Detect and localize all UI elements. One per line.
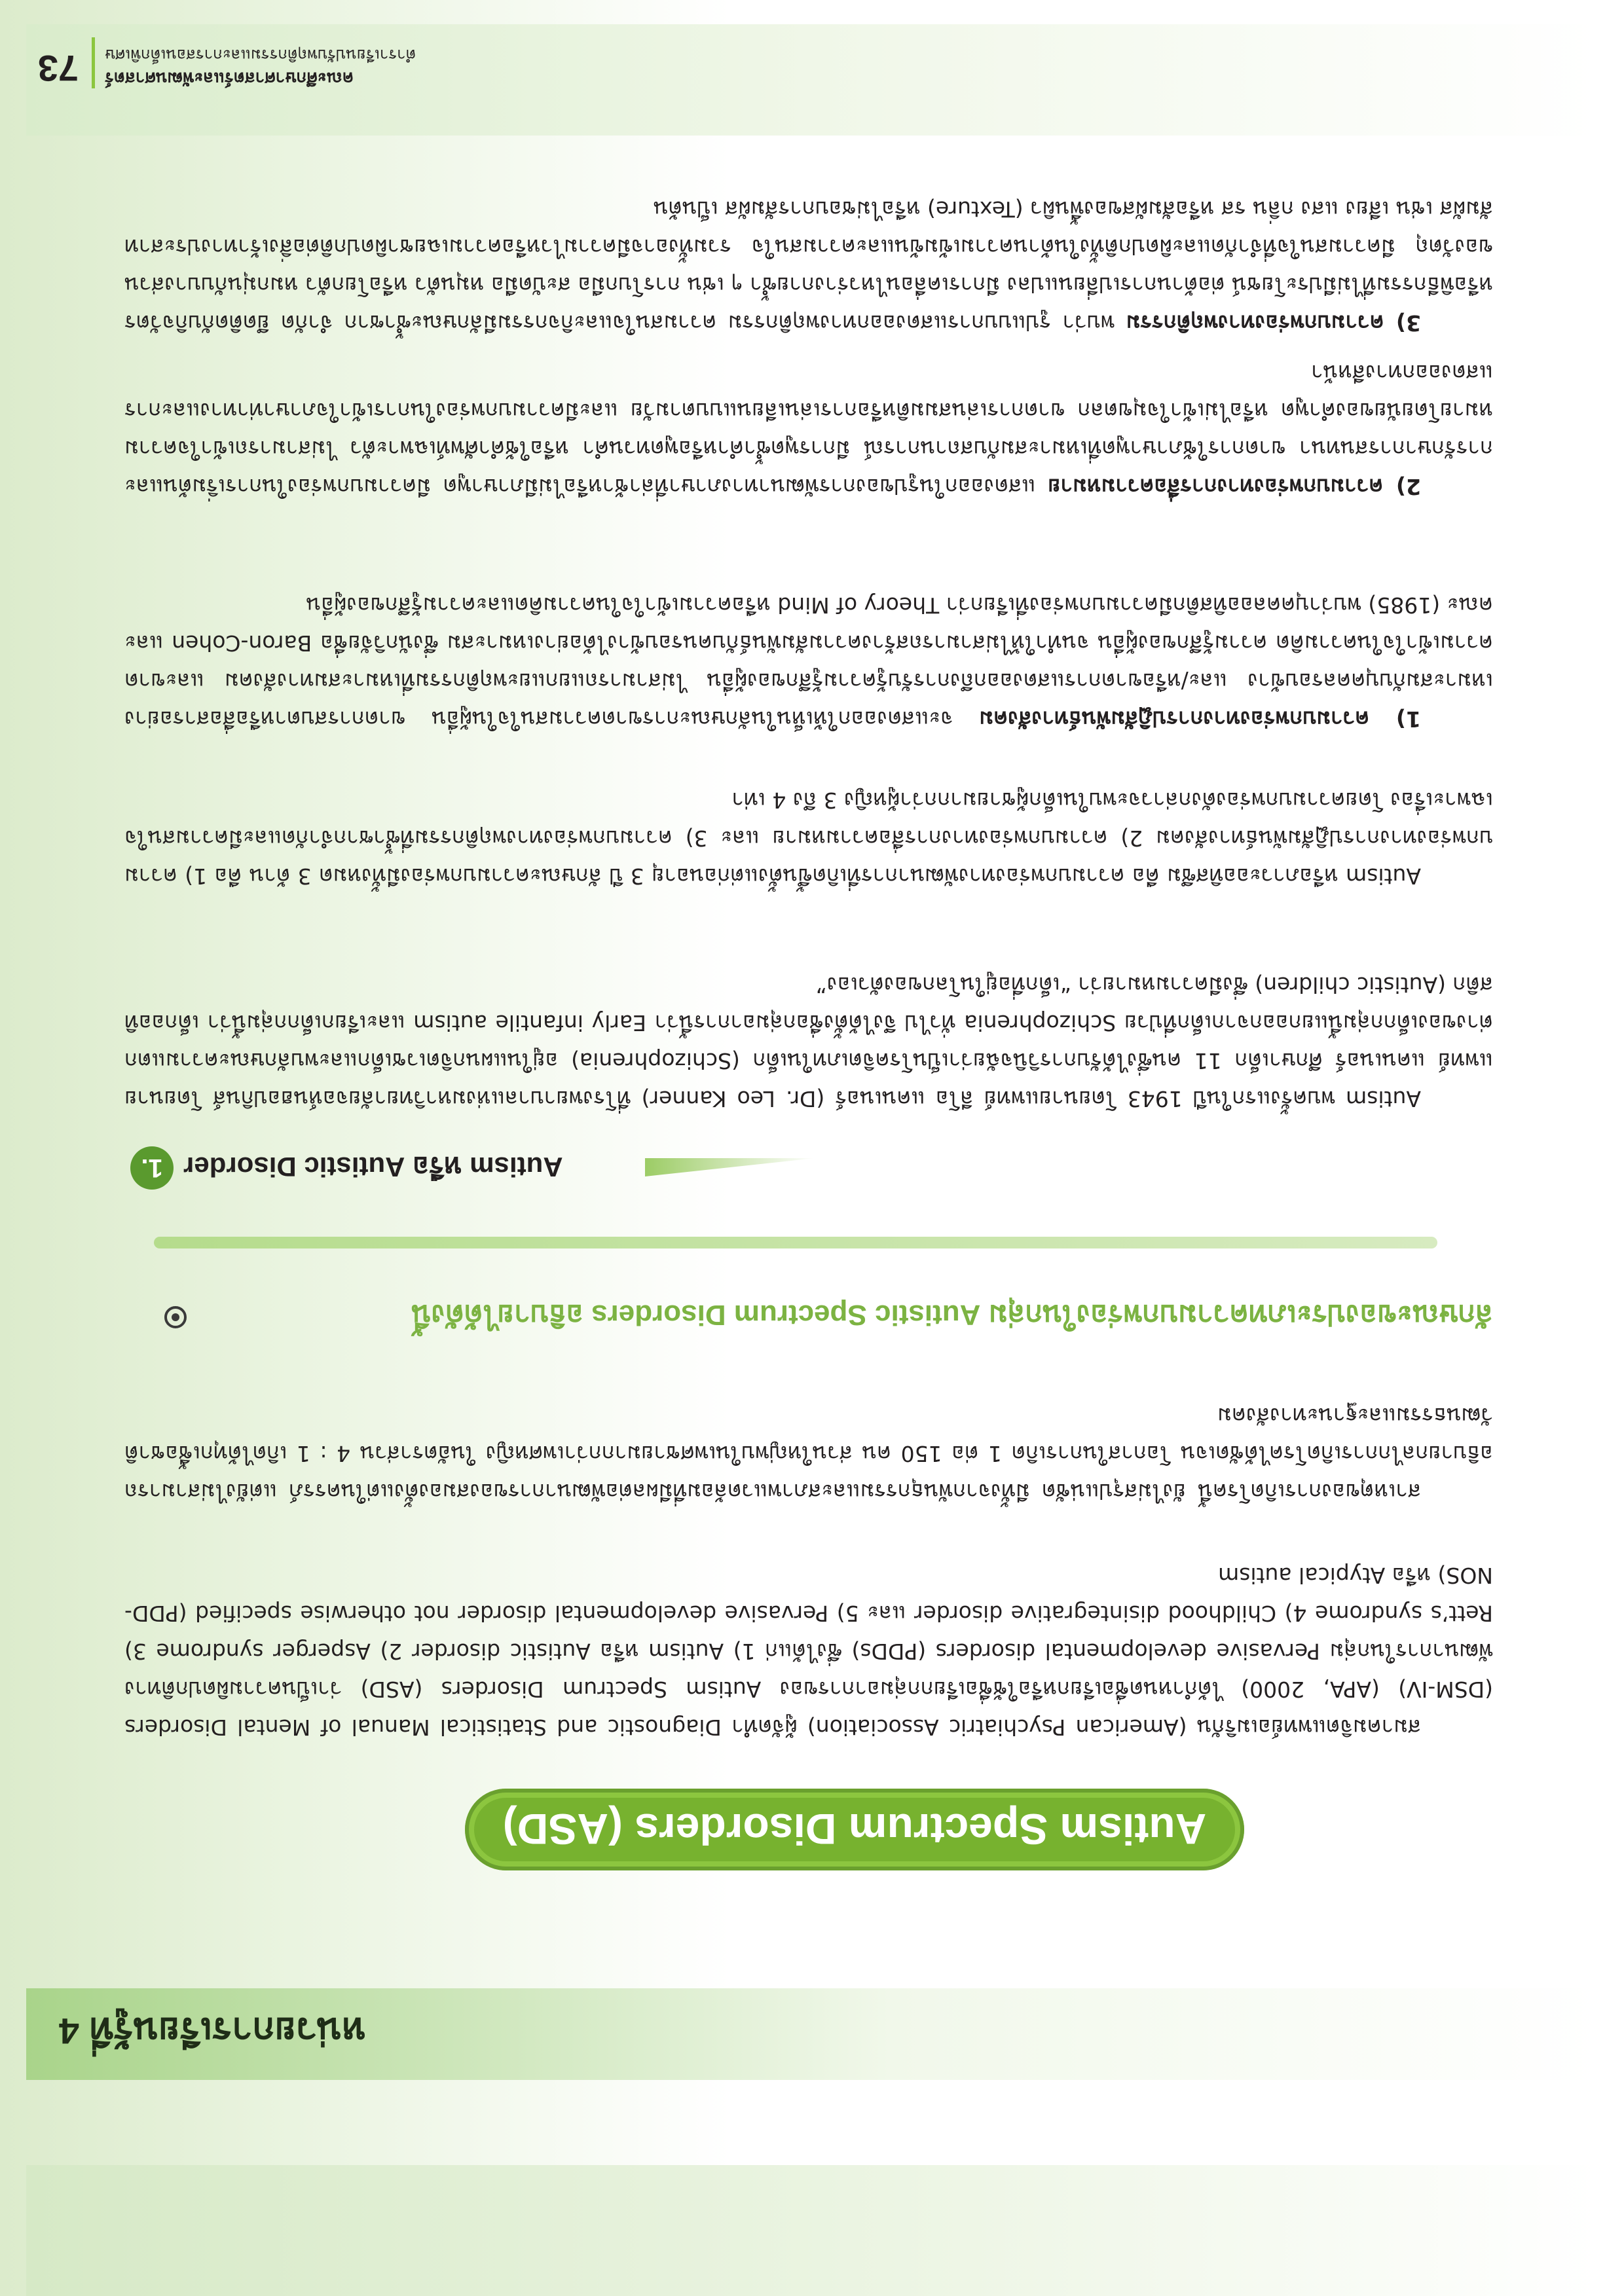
subsection-number-badge: 1. — [130, 1146, 174, 1190]
list-item — [124, 354, 1493, 505]
footer-credit — [105, 44, 642, 90]
list-item-text: แสดงออกในรูปของการพัฒนาทางภาษาที่ล่าช้าหรือไม่มีภาษาพูด มีความบกพร่องในการเริ่มต้นและการรักษาการสนทนา ขาดการใช้ภาษาพูดที่เหมาะสมกับสถานการณ์ มีการพูดซ้ำคำหรือพูดทวนคำ หรือใช้คำศัพท์เฉพาะตัว ไม่สามารถเข้าใจความหมายโดยนัยของคำพูด หรือไม่เข้าใจมุขตลก ขาดการเล่นสมมติหรือการเล่นเลียนแบบตามวัย และมีความบกพร่องในการเข้าใจภาษาท่าทางและการแสดงออกทางสีหน้า — [124, 360, 1493, 500]
page-title: Autism Spectrum Disorders (ASD) — [502, 1805, 1207, 1854]
section-underline — [154, 1237, 1437, 1248]
list-item-label: 1) ความบกพร่องทางการปฏิสัมพันธ์ทางสังคม — [979, 706, 1421, 732]
top-band — [26, 2165, 1598, 2296]
subsection-heading: Autism หรือ Autistic Disorder — [183, 1152, 563, 1182]
list-item-text: พบว่า รูปแบบการแสดงออกทางพฤติกรรม ความสนใจและกิจกรรมมีลักษณะซ้ำซาก จำกัด ยึดติดกับกิจวัตรหรือพิธีกรรมที่ไม่มีประโยชน์ ต่อต้านการเปลี่ยนแปลง มีการเคลื่อนไหวร่างกายซ้ำ ๆ เช่น การโบกมือ สะบัดมือ หมุนตัว หรือโยกตัว หมกมุ่นกับบางส่วนของวัตถุ มีความสนใจที่จำกัดและผิดปกติทั้งในด้านความเข้มข้นและความสนใจ รวมทั้งอาจมีความไวหรือความเฉยชาผิดปกติต่อสิ่งเร้าทางประสาทสัมผัส เช่น เสียง แสง กลิ่น รส หรือสัมผัสของพื้นผิว (Texture) หรือไม่ชอบการสัมผัส เป็นต้น — [124, 196, 1493, 336]
target-bullet-icon — [164, 1306, 187, 1328]
intro-paragraph-1: สมาคมจิตแพทย์อเมริกัน (American Psychiatric Association) ผู้จัดทำ Diagnostic and Statistical Manual of Mental Disorders (DSM-IV) (APA, 2000) ได้กำหนดชื่อเรียกหรือใช้ชื่อเรียกกลุ่มอาการของ Autism Spectrum Disorders (ASD) ว่าเป็นความผิดปกติทางพัฒนาการในกลุ่ม Pervasive developmental disorders (PDDs) ซึ่งได้แก่ 1) Autism หรือ Autistic disorder 2) Asperger syndrome 3) Rett’s syndrome 4) Childhood disintegrative disorder และ 5) Pervasive developmental disorder not otherwise specified (PDD-NOS) หรือ Atypical autism — [124, 1563, 1493, 1740]
list-item — [124, 190, 1493, 342]
footer-line-1: คณะศึกษาศาสตร์และพัฒนศาสตร์ — [105, 68, 354, 88]
title-banner — [465, 1789, 1244, 1870]
page-number: 73 — [37, 48, 79, 89]
list-item-text: จะแสดงออกให้เห็นในลักษณะการขาดความสนใจในผู้อื่น ขาดการสบตาหรือสื่อสารอย่างเหมาะสมกับบุคคลรอบข้าง และ/หรือขาดการแสดงออกถึงการรับรู้ความรู้สึกของผู้อื่น ไม่สามารถแยกแยะพฤติกรรมที่เหมาะสมทางสังคม และขาดความเข้าใจในความคิด ความรู้สึกของผู้อื่น จนทำให้ไม่สามารถสร้างความสัมพันธ์กับคนรอบข้างได้อย่างเหมาะสม ซึ่งนักวิจัยชื่อ Baron-Cohen และคณะ (1985) พบว่าบุคคลออทิสติกมีความบกพร่องที่เรียกว่า Theory of Mind หรือความเข้าใจในความคิดและความรู้สึกของผู้อื่น — [124, 592, 1493, 732]
list-item-label: 3) ความบกพร่องทางพฤติกรรม — [1126, 310, 1421, 336]
intro-paragraph-2: สาเหตุของการเกิดโรคนี้ ยังไม่สรุปแน่ชัด มีทั้งจากพันธุกรรมและสภาพแวดล้อมที่มีผลต่อพัฒนาการของสมองตั้งแต่ในครรภ์ แต่ยังไม่สามารถอธิบายกลไกการเกิดโรคได้ชัดเจน โอกาสในการเกิด 1 ต่อ 150 คน ส่วนใหญ่พบในเพศชายมากกว่าเพศหญิง ในอัตราส่วน 4 : 1 เกิดได้ทุกเชื้อชาติ วัฒนธรรมและฐานะทางสังคม — [124, 1403, 1493, 1504]
footer-divider — [92, 37, 95, 88]
unit-label: หน่วยการเรียนรู้ที่ 4 — [59, 2011, 366, 2052]
body-paragraph-2: Autism หรือภาวะออทิสซึม คือ ความบกพร่องทางพัฒนาการที่เกิดขึ้นตั้งแต่ก่อนอายุ 3 ปี ลักษณะความบกพร่องมีทั้งหมด 3 ด้าน คือ 1) ความบกพร่องทางการปฏิสัมพันธ์ทางสังคม 2) ความบกพร่องทางการสื่อความหมาย และ 3) ความบกพร่องทางพฤติกรรมที่ซ้ำซากจำกัดและมีความสนใจเฉพาะเรื่อง โดยความบกพร่องดังกล่าวจะพบในเด็กผู้ชายมากกว่าผู้หญิง 3 ถึง 4 เท่า — [124, 788, 1493, 889]
list-item-label: 2) ความบกพร่องทางการสื่อความหมาย — [1048, 474, 1421, 500]
footer-line-2: ตำราเรียนปรับพฤติกรรมและการสอนเด็กพิเศษ — [105, 46, 416, 64]
body-paragraph-1: Autism พบครั้งแรกในปี 1943 โดยนายแพทย์ ลีโอ แคนเนอร์ (Dr. Leo Kanner) ที่โรงพยาบาลแห่งมหาวิทยาลัยจอห์นฮอปกินส์ โดยนายแพทย์ แคนเนอร์ ศึกษาเด็ก 11 คนซึ่งได้รับการวินิจฉัยว่าเป็นโรคจิตเภทในเด็ก (Schizophrenia) อยู่ในแผนกจิตเวชเด็กและพบลักษณะความแตกต่างของเด็กกลุ่มนี้แยกออกจากเด็กที่ป่วย Schizophrenia ทั่วไป จึงได้ตั้งชื่อกลุ่มอาการนี้ว่า Early infantile autism และเรียกเด็กกลุ่มนี้ว่า เด็กออทิสติก (Autistic children) ซึ่งมีความหมายว่า “เด็กที่อยู่ในโลกของตัวเอง” — [124, 972, 1493, 1112]
section-heading: ลักษณะของประเภทความบกพร่องในกลุ่ม Autistic Spectrum Disorders อธิบายได้ดังนี้ — [411, 1299, 1493, 1331]
list-item — [124, 586, 1493, 738]
